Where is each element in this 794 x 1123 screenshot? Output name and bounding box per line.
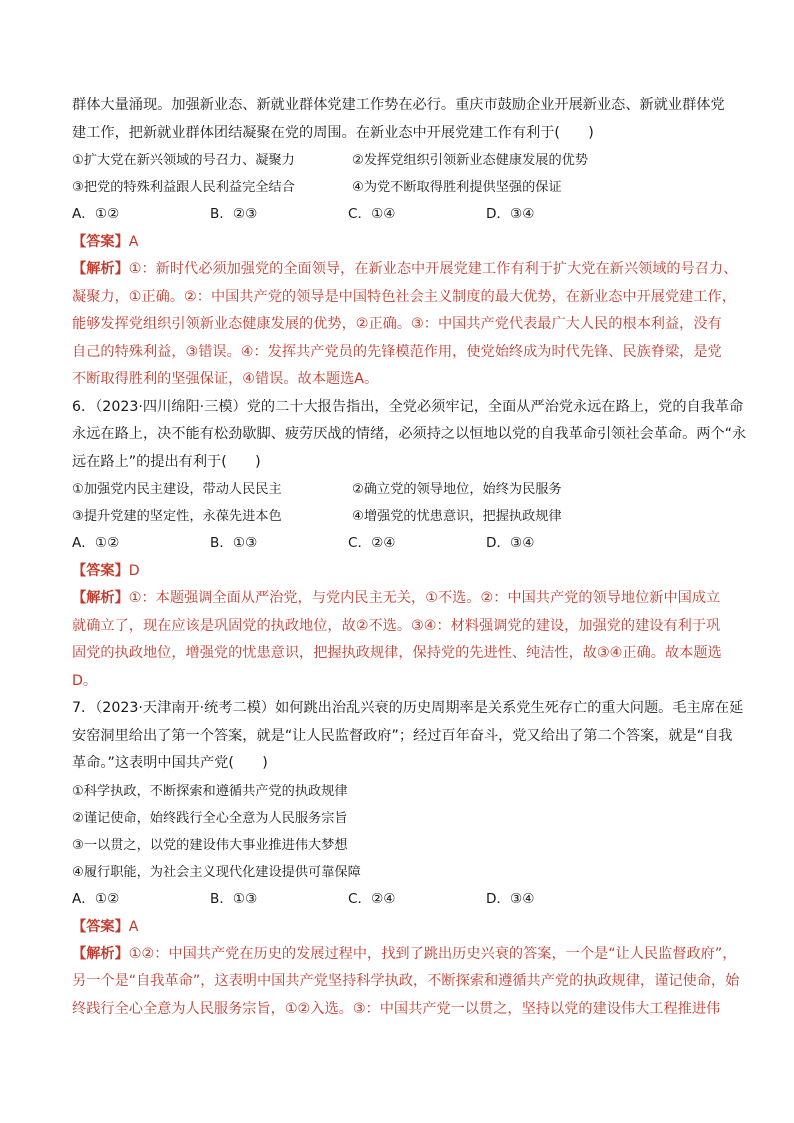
answer-value: A	[128, 918, 139, 935]
explain-tag: 【解析】	[72, 945, 129, 962]
explanation	[72, 585, 724, 695]
choice-row	[72, 886, 724, 913]
choice-c: C．②④	[348, 535, 396, 551]
explanation-line: 终践行全心全意为人民服务宗旨，①②入选。③：中国共产党一以贯之，坚持以党的建设伟大工程推进伟	[72, 1000, 721, 1017]
choice-b: B．①③	[210, 890, 258, 907]
explanation	[72, 256, 738, 394]
choice-b: B．①③	[210, 535, 258, 551]
choice-row	[72, 530, 724, 557]
explanation-text: ①：新时代必须加强党的全面领导，在新业态中开展党建工作有利于扩大党在新兴领域的号召力、	[128, 261, 738, 277]
explanation-text: ①②：中国共产党在历史的发展过程中，找到了跳出历史兴衰的答案，一个是“让人民监督政府”，	[128, 945, 737, 962]
statement-3: ③把党的特殊利益跟人民利益完全结合	[72, 180, 295, 195]
statement-1: ①扩大党在新兴领域的号召力、凝聚力	[72, 153, 295, 168]
choice-c: C．②④	[348, 890, 396, 907]
explanation-line: 固党的执政地位，增强党的忧患意识，把握执政规律，保持党的先进性、纯洁性，故③④正确。故本题选	[72, 645, 722, 661]
statement-1: ①加强党内民主建设，带动人民民主	[72, 482, 282, 497]
statement-2: ②谨记使命，始终践行全心全意为人民服务宗旨	[72, 810, 348, 826]
statement-4: ④增强党的忧患意识，把握执政规律	[352, 509, 562, 524]
question-6	[72, 394, 747, 696]
question-stem-line: 7．（2023·天津南开·统考二模）如何跳出治乱兴衰的历史周期率是关系党生死存亡的重大问题。毛主席在延	[72, 700, 744, 716]
question-stem-line: 远在路上”的提出有利于( )	[72, 453, 261, 470]
statement-row	[72, 174, 724, 201]
question-stem-line: 建工作，把新就业群体团结凝聚在党的周围。在新业态中开展党建工作有利于( )	[72, 124, 594, 141]
answer-line	[72, 228, 724, 256]
answer-tag: 【答案】	[72, 234, 129, 250]
document-page	[72, 92, 747, 1023]
choice-d: D．③④	[486, 535, 535, 551]
choice-d: D．③④	[486, 206, 535, 222]
statement-3: ③提升党建的坚定性，永葆先进本色	[72, 509, 282, 524]
answer-value: D	[128, 563, 140, 579]
explanation-line: 不断取得胜利的坚强保证，④错误。故本题选A。	[72, 371, 379, 387]
question-stem-line: 革命。”这表明中国共产党( )	[72, 755, 268, 771]
question-stem-line: 6．（2023·四川绵阳·三模）党的二十大报告指出，全党必须牢记，全面从严治党永远在路上，党的自我革命	[72, 398, 744, 415]
choice-a: A．①②	[72, 890, 120, 907]
explanation-line: 就确立了，现在应该是巩固党的执政地位，故②不选。③④：材料强调党的建设，加强党的建设有利于巩	[72, 617, 721, 634]
explanation-line	[72, 585, 724, 613]
choice-b: B．②③	[210, 206, 258, 222]
statement-4: ④履行职能，为社会主义现代化建设提供可靠保障	[72, 864, 361, 880]
statement-2: ②发挥党组织引领新业态健康发展的优势	[352, 153, 589, 168]
question-stem-line: 群体大量涌现。加强新业态、新就业群体党建工作势在必行。重庆市鼓励企业开展新业态、新就业群体党	[72, 97, 725, 113]
question-stem-line: 安窑洞里给出了第一个答案，就是“让人民监督政府”；经过百年奋斗，党又给出了第二个答案，就是“自我	[72, 727, 733, 744]
answer-line	[72, 913, 724, 941]
statement-row	[72, 503, 724, 530]
explain-tag: 【解析】	[72, 261, 129, 277]
explanation-line: 凝聚力，①正确。②：中国共产党的领导是中国特色社会主义制度的最大优势，在新业态中开展党建工作，	[72, 288, 736, 305]
answer-tag: 【答案】	[72, 563, 129, 579]
explanation-text: ①：本题强调全面从严治党，与党内民主无关，①不选。②：中国共产党的领导地位新中国成立	[128, 590, 721, 606]
explain-tag: 【解析】	[72, 590, 129, 606]
choice-d: D．③④	[486, 890, 535, 907]
explanation-line: 自己的特殊利益，③错误。④：发挥共产党员的先锋模范作用，使党始终成为时代先锋、民族脊梁，是党	[72, 343, 722, 360]
statement-2: ②确立党的领导地位，始终为民服务	[352, 482, 562, 497]
choice-a: A．①②	[72, 535, 120, 551]
statement-1: ①科学执政，不断探索和遵循共产党的执政规律	[72, 783, 348, 799]
question-7	[72, 695, 744, 1023]
statement-4: ④为党不断取得胜利提供坚强的保证	[352, 180, 562, 195]
choice-a: A．①②	[72, 206, 120, 222]
explanation-line: 另一个是“自我革命”，这表明中国共产党坚持科学执政，不断探索和遵循共产党的执政规律，谨记使命，始	[72, 973, 740, 989]
explanation-line: 能够发挥党组织引领新业态健康发展的优势，②正确。③：中国共产党代表最广大人民的根本利益，没有	[72, 316, 722, 332]
answer-tag: 【答案】	[72, 918, 129, 935]
statement-row	[72, 147, 724, 174]
explanation	[72, 941, 740, 1024]
choice-row	[72, 201, 724, 228]
answer-value: A	[128, 234, 139, 250]
explanation-line	[72, 941, 737, 969]
question-stem-line: 永远在路上，决不能有松劲歇脚、疲劳厌战的情绪，必须持之以恒地以党的自我革命引领社会革命。两个“永	[72, 426, 747, 442]
explanation-line: D。	[72, 672, 98, 689]
choice-c: C．①④	[348, 206, 396, 222]
statement-3: ③一以贯之，以党的建设伟大事业推进伟大梦想	[72, 837, 348, 853]
explanation-line	[72, 256, 738, 284]
answer-line	[72, 557, 724, 585]
statement-row	[72, 476, 724, 503]
question-5	[72, 92, 738, 394]
